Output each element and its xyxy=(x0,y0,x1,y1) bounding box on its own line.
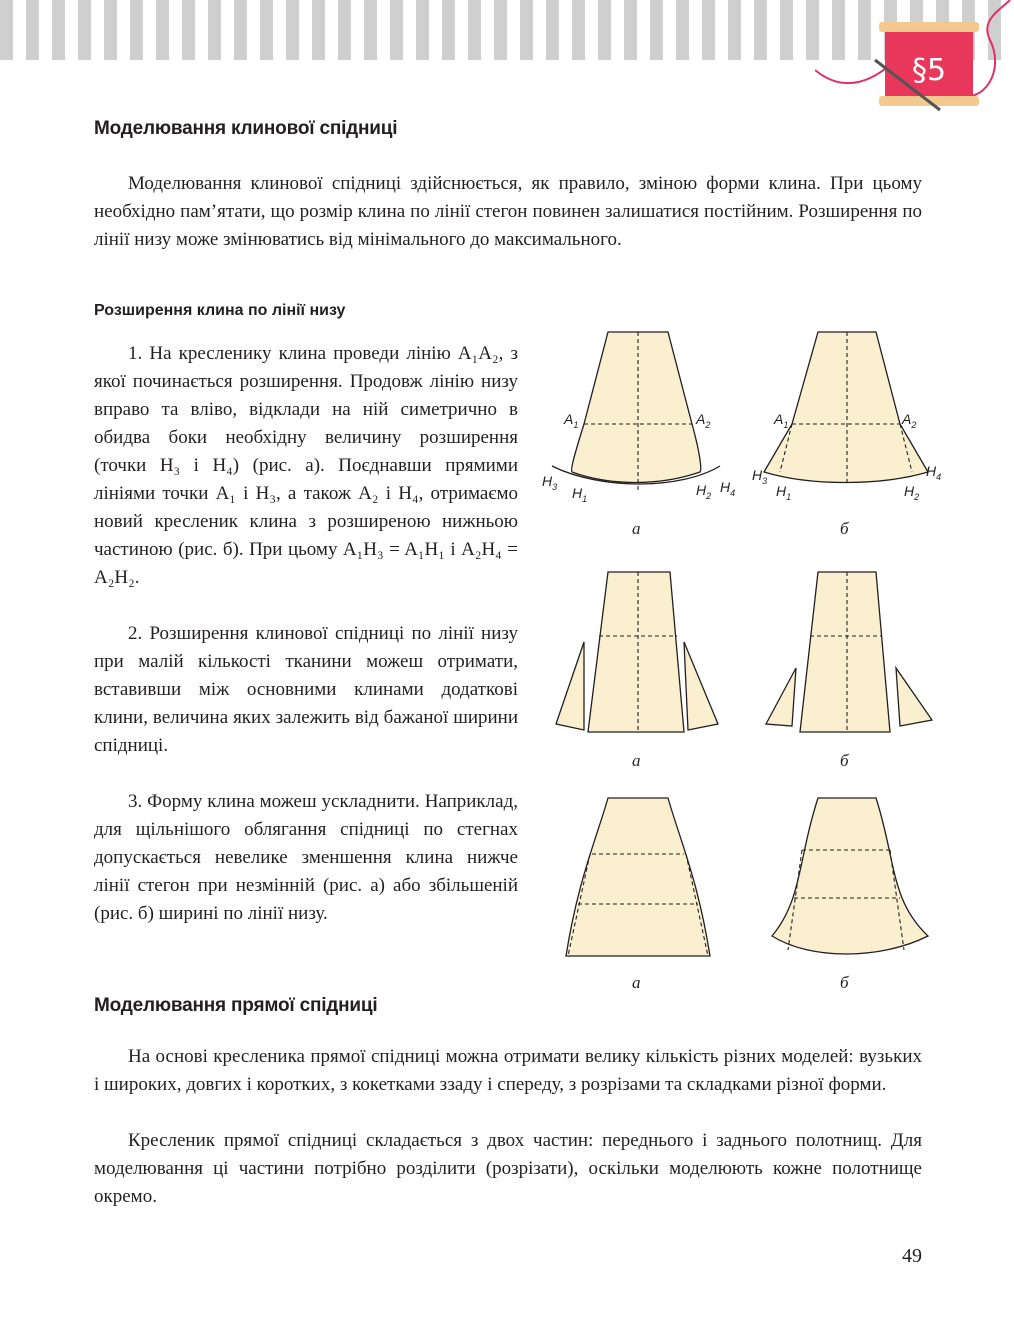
caption-row3-a: а xyxy=(632,973,641,992)
label-a1-b: $A_1$ xyxy=(774,411,789,430)
caption-row1-a: а xyxy=(632,519,641,538)
label-h3-b: $H_3$ xyxy=(752,467,768,486)
label-h3-a: $H_3$ xyxy=(542,473,558,492)
straight-skirt-paragraph-2: Кресленик прямої спідниці складається з двох частин: переднього і заднього полотнищ. Для моделювання ці частини потрібно розділити (розрізати), оскільки моделюють кожне полотнище окремо. xyxy=(94,1130,922,1207)
figure-row1-a xyxy=(542,332,735,538)
intro-paragraph: Моделювання клинової спідниці здійснюється, як правило, зміною форми клина. При цьому необхідно пам’ятати, що розмір клина по лінії стегон повинен залишатися постійним. Розширення по лінії низу може змінюватись від мінімального до максимального. xyxy=(94,173,922,250)
label-h1-a: $H_1$ xyxy=(572,485,588,504)
label-a1-a: $A_1$ xyxy=(564,411,579,430)
step-2-paragraph: 2. Розширення клинової спідниці по лінії низу при малій кількості тканини можеш отримати, вставивши між основними клинами додаткові клини, величина яких залежить від бажаної ширини спідниці. xyxy=(94,623,518,756)
label-h1-b: $H_1$ xyxy=(776,483,792,502)
figure-row2-b xyxy=(766,572,932,770)
caption-row3-b: б xyxy=(840,973,849,992)
page-number: 49 xyxy=(902,1245,922,1267)
label-a2-b: $A_2$ xyxy=(902,411,917,430)
section-title-straight: Моделювання прямої спідниці xyxy=(94,995,378,1016)
subtitle-hem-expansion: Розширення клина по лінії низу xyxy=(94,302,346,319)
figure-row3-b xyxy=(772,798,928,992)
label-a2-a: $A_2$ xyxy=(696,411,711,430)
spool-section-badge xyxy=(815,0,1014,115)
figure-row3-a xyxy=(566,798,710,992)
label-h2-b: $H_2$ xyxy=(904,483,920,502)
figure-row2-a xyxy=(556,572,718,770)
label-h4-a: $H_4$ xyxy=(720,479,736,498)
section-badge-text: §5 xyxy=(911,53,947,88)
caption-row1-b: б xyxy=(840,519,849,538)
step-1-paragraph: 1. На кресленику клина проведи лінію A₁A₂, з якої починається розширення. Продовж лінію низу вправо та вліво, відклади на ній симетрично в обидва боки необхідну величину розширення (точки H₃ і H₄) (рис. а). Поєднавши прямими лініями точки A₁ і H₃, а також A₂ і H₄, отримаємо новий кресленик клина з розширеною нижньою частиною (рис. б). При цьому A₁H₃ = A₁H₁ і A₂H₄ = A₂H₂. xyxy=(94,343,518,588)
label-h4-b: $H_4$ xyxy=(926,463,942,482)
wedge-figures xyxy=(540,320,960,1000)
caption-row2-b: б xyxy=(840,751,849,770)
straight-skirt-paragraph-1: На основі кресленика прямої спідниці можна отримати велику кількість різних моделей: вузьких і широких, довгих і коротких, з кокетками ззаду і спереду, з розрізами та складками різної форми. xyxy=(94,1046,922,1095)
label-h2-a: $H_2$ xyxy=(696,482,712,501)
spool-icon xyxy=(815,0,1014,115)
step-3-paragraph: 3. Форму клина можеш ускладнити. Наприклад, для щільнішого облягання спідниці по стегнах допускається невелике зменшення клина нижче лінії стегон при незмінній (рис. а) або збільшеній (рис. б) ширині по лінії низу. xyxy=(94,791,518,924)
section-title-wedge: Моделювання клинової спідниці xyxy=(94,118,398,139)
caption-row2-a: а xyxy=(632,751,641,770)
figure-row1-b xyxy=(752,332,941,538)
